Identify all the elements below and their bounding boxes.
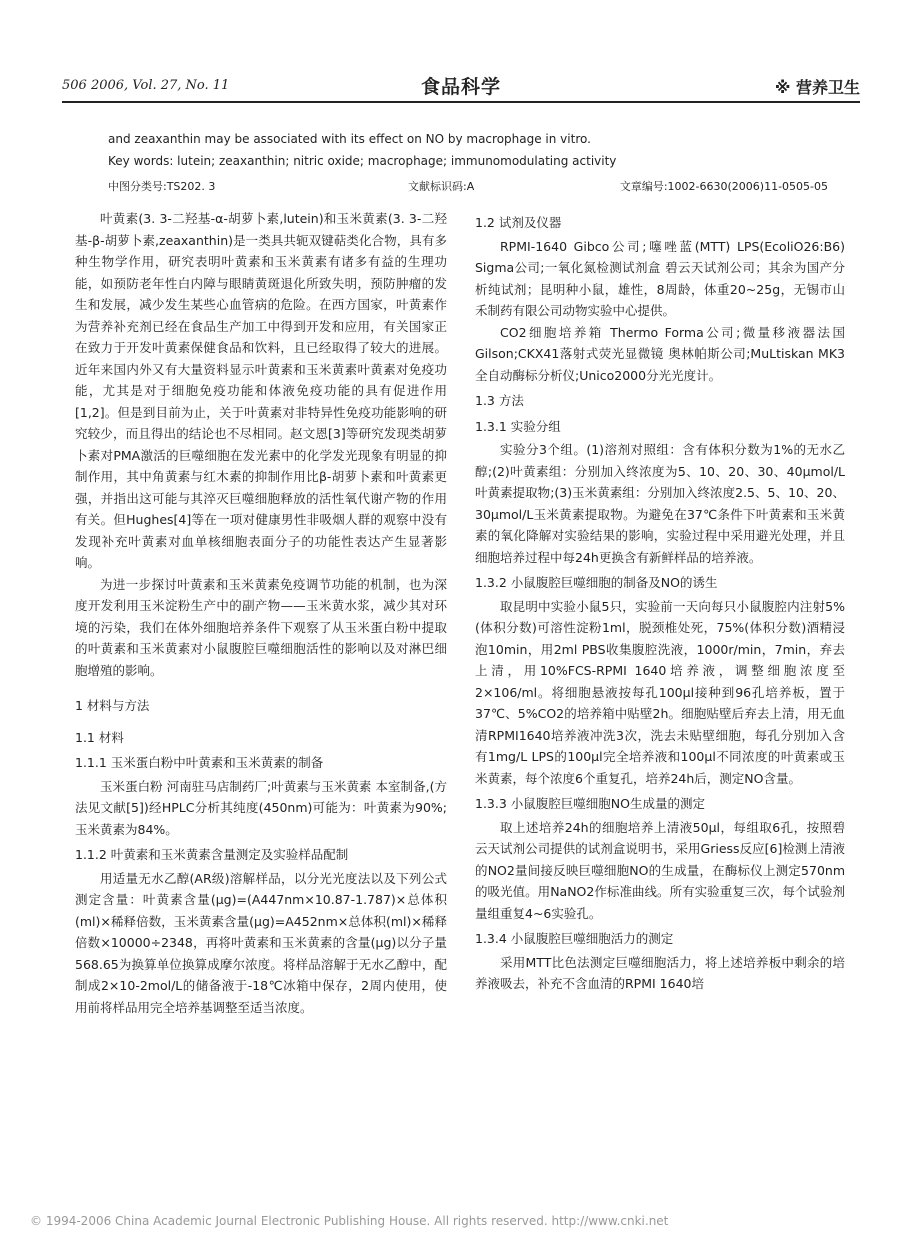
section-heading: 1.3.2 小鼠腹腔巨噬细胞的制备及NO的诱生 [475, 575, 718, 590]
section-heading: 1.3.1 实验分组 [475, 418, 561, 434]
right-column [475, 208, 845, 995]
section-heading: 1.2 试剂及仪器 [475, 215, 562, 230]
section-heading: 1.3.4 小鼠腹腔巨噬细胞活力的测定 [475, 931, 674, 946]
paragraph: 玉米蛋白粉 河南驻马店制药厂;叶黄素与玉米黄素 本室制备,(方法见文献[5])经HPLC分析其纯度(450nm)可能为：叶黄素为90%;玉米黄素为84%。 [75, 778, 447, 837]
header-page-info: 506 2006, Vol. 27, No. 11 [62, 78, 230, 93]
section-heading: 1 材料与方法 [75, 698, 150, 713]
document-code: 文献标识码:A [408, 180, 475, 193]
header-rule [62, 101, 860, 103]
abstract-line: and zeaxanthin may be associated with its effect on NO by macrophage in vitro. [108, 132, 591, 146]
section-heading: 1.1 材料 [75, 729, 124, 745]
section-heading: 1.1.1 玉米蛋白粉中叶黄素和玉米黄素的制备 [75, 755, 324, 770]
paragraph: 取昆明中实验小鼠5只，实验前一天向每只小鼠腹腔内注射5%(体积分数)可溶性淀粉1ml，脱颈椎处死，75%(体积分数)酒精浸泡10min，用2ml PBS收集腹腔洗液，1000r/min，7min，弃去上清，用10%FCS-RPMI 1640培养液，调整细胞浓度至2×106/ml。将细胞悬液按每孔100μl接种到96孔培养板，置于37℃、5%CO2的培养箱中贴壁2h。细胞贴壁后弃去上清，用无血清RPMI1640培养液冲洗3次，洗去未贴壁细胞，每孔分别加入含有1mg/L LPS的100μl完全培养液和100μl不同浓度的叶黄素或玉米黄素，每个浓度6个重复孔，培养24h后，测定NO含量。 [475, 598, 845, 786]
left-column [75, 208, 447, 1018]
section-heading: 1.1.2 叶黄素和玉米黄素含量测定及实验样品配制 [75, 847, 349, 862]
section-name: ※ 营养卫生 [774, 78, 860, 97]
section-heading: 1.3 方法 [475, 393, 524, 408]
paragraph: CO2细胞培养箱 Thermo Forma公司;微量移液器法国Gilson;CKX41落射式荧光显微镜 奥林帕斯公司;MuLtiskan MK3全自动酶标分析仪;Unico2000分光光度计。 [475, 324, 845, 383]
keywords-line: Key words: lutein; zeaxanthin; nitric oxide; macrophage; immunomodulating activity [108, 154, 617, 168]
paragraph: 取上述培养24h的细胞培养上清液50μl，每组取6孔，按照碧云天试剂公司提供的试剂盒说明书，采用Griess反应[6]检测上清液的NO2量间接反映巨噬细胞NO的生成量，在酶标仪上测定570nm的吸光值。用NaNO2作标准曲线。所有实验重复三次，每个试验剂量组重复4~6实验孔。 [475, 819, 845, 921]
copyright-footer: © 1994-2006 China Academic Journal Electronic Publishing House. All rights reserved. http://www.cnki.net [30, 1214, 669, 1228]
paragraph: 用适量无水乙醇(AR级)溶解样品，以分光光度法以及下列公式测定含量：叶黄素含量(μg)=(A447nm×10.87-1.787)×总体积(ml)×稀释倍数，玉米黄素含量(μg)=A452nm×总体积(ml)×稀释倍数×10000÷2348，再将叶黄素和玉米黄素的含量(μg)以分子量568.65为换算单位换算成摩尔浓度。将样品溶解于无水乙醇中，配制成2×10-2mol/L的储备液于-18℃冰箱中保存，2周内使用，使用前将样品用完全培养基调整至适当浓度。 [75, 870, 447, 1015]
paragraph: RPMI-1640 Gibco公司;噻唑蓝(MTT) LPS(EcoliO26:B6) Sigma公司;一氧化氮检测试剂盒 碧云天试剂公司；其余为国产分析纯试剂；昆明种小鼠，雄性，8周龄，体重20~25g，无锡市山禾制药有限公司动物实验中心提供。 [475, 238, 845, 318]
paragraph: 为进一步探讨叶黄素和玉米黄素免疫调节功能的机制，也为深度开发利用玉米淀粉生产中的副产物——玉米黄水浆，减少其对环境的污染，我们在体外细胞培养条件下观察了从玉米蛋白粉中提取的叶黄素和玉米黄素对小鼠腹腔巨噬细胞活性的影响以及对淋巴细胞增殖的影响。 [75, 576, 447, 678]
running-header [62, 72, 860, 100]
journal-title: 食品科学 [420, 76, 501, 98]
paragraph: 实验分3个组。(1)溶剂对照组：含有体积分数为1%的无水乙醇;(2)叶黄素组：分别加入终浓度为5、10、20、30、40μmol/L叶黄素提取物;(3)玉米黄素组：分别加入终浓度2.5、5、10、20、30μmol/L玉米黄素提取物。为避免在37℃条件下叶黄素和玉米黄素的氧化降解对实验结果的影响，实验过程中采用避光处理，并且细胞培养过程中每24h更换含有新鲜样品的培养液。 [475, 442, 845, 565]
classification-row [108, 178, 828, 196]
paragraph: 采用MTT比色法测定巨噬细胞活力，将上述培养板中剩余的培养液吸去，补充不含血清的RPMI 1640培 [475, 954, 845, 991]
section-heading: 1.3.3 小鼠腹腔巨噬细胞NO生成量的测定 [475, 796, 705, 811]
article-number: 文章编号:1002-6630(2006)11-0505-05 [619, 180, 828, 193]
clc-number: 中图分类号:TS202. 3 [108, 180, 216, 193]
abstract-tail [108, 128, 828, 172]
paragraph: 叶黄素(3. 3-二羟基-α-胡萝卜素,lutein)和玉米黄素(3. 3-二羟基-β-胡萝卜素,zeaxanthin)是一类具共轭双键萜类化合物，具有多种生物学作用，研究表明叶黄素和玉米黄素有诸多有益的生理功能，如预防老年性白内障与眼睛黄斑退化所致失明，预防肿瘤的发生和发展，减少发生某些心血管病的危险。在西方国家，叶黄素作为营养补充剂已经在食品生产加工中得到开发和应用，有关国家正在致力于开发叶黄素保健食品和饮料，且已经取得了较大的进展。近年来国内外又有大量资料显示叶黄素和玉米黄素叶黄素对免疫功能，尤其是对于细胞免疫功能和体液免疫功能的具有促进作用[1,2]。但是到目前为止，关于叶黄素对非特异性免疫功能影响的研究较少，而且得出的结论也不尽相同。赵文恩[3]等研究发现类胡萝卜素对PMA激活的巨噬细胞在发光素中的化学发光现象有明显的抑制作用，其中角黄素与红木素的抑制作用比β-胡萝卜素和叶黄素更强，并指出这可能与其淬灭巨噬细胞释放的活性氧代谢产物的作用有关。但Hughes[4]等在一项对健康男性非吸烟人群的观察中没有发现补充叶黄素对血单核细胞表面分子的功能性表达产生显著影响。 [75, 211, 448, 570]
